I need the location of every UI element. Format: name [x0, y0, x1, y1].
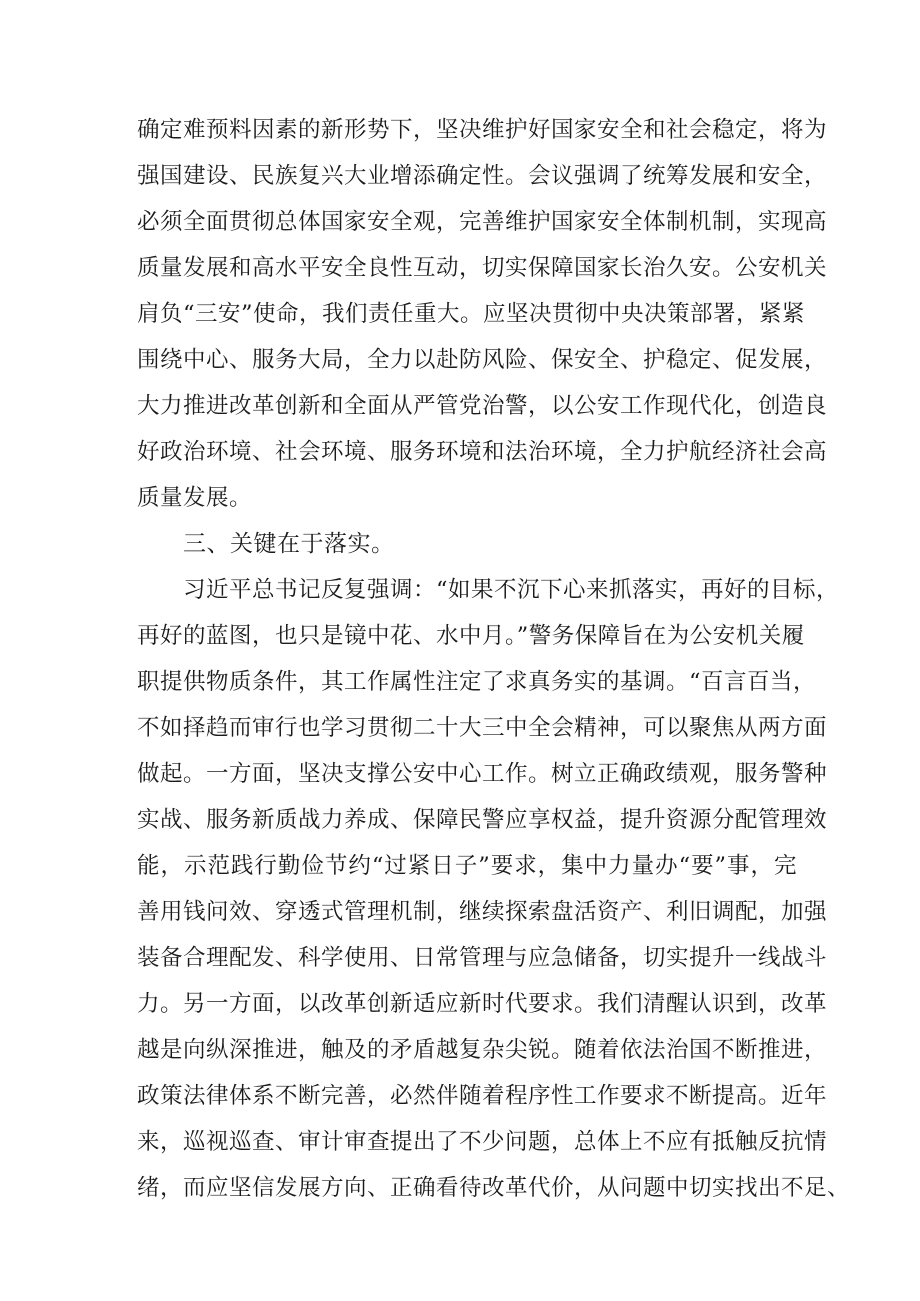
paragraph-2-line-3: 职提供物质条件，其工作属性注定了求真务实的基调。“百言百当，	[137, 669, 817, 695]
paragraph-2-line-6: 实战、服务新质战力养成、保障民警应享权益，提升资源分配管理效	[137, 807, 828, 833]
paragraph-2-line-11: 越是向纵深推进，触及的矛盾越复杂尖锐。随着依法治国不断推进，	[137, 1037, 828, 1063]
paragraph-1-line-8: 好政治环境、社会环境、服务环境和法治环境，全力护航经济社会高	[137, 439, 828, 465]
paragraph-2-line-14: 绪，而应坚信发展方向、正确看待改革代价，从问题中切实找出不足、	[137, 1175, 851, 1201]
paragraph-2-line-9: 装备合理配发、科学使用、日常管理与应急储备，切实提升一线战斗	[137, 945, 828, 971]
paragraph-2-line-13: 来，巡视巡查、审计审查提出了不少问题，总体上不应有抵触反抗情	[137, 1129, 828, 1155]
paragraph-1-line-2: 强国建设、民族复兴大业增添确定性。会议强调了统筹发展和安全，	[137, 163, 828, 189]
paragraph-2-line-10: 力。另一方面，以改革创新适应新时代要求。我们清醒认识到，改革	[137, 991, 828, 1017]
paragraph-1-line-5: 肩负“三安”使命，我们责任重大。应坚决贯彻中央决策部署，紧紧	[137, 301, 806, 327]
paragraph-2-line-7: 能，示范践行勤俭节约“过紧日子”要求，集中力量办“要”事，完	[137, 853, 797, 879]
paragraph-2-line-4: 不如择趋而审行也学习贯彻二十大三中全会精神，可以聚焦从两方面	[137, 715, 828, 741]
paragraph-1-line-6: 围绕中心、服务大局，全力以赴防风险、保安全、护稳定、促发展，	[137, 347, 828, 373]
paragraph-2-line-8: 善用钱问效、穿透式管理机制，继续探索盘活资产、利旧调配，加强	[137, 899, 828, 925]
paragraph-1-line-4: 质量发展和高水平安全良性互动，切实保障国家长治久安。公安机关	[137, 255, 828, 281]
section-heading-3: 三、关键在于落实。	[183, 531, 395, 557]
paragraph-1-line-3: 必须全面贯彻总体国家安全观，完善维护国家安全体制机制，实现高	[137, 209, 828, 235]
paragraph-1-line-1: 确定难预料因素的新形势下，坚决维护好国家安全和社会稳定，将为	[137, 117, 828, 143]
paragraph-1-line-9: 质量发展。	[137, 485, 253, 511]
paragraph-2-line-1: 习近平总书记反复强调：“如果不沉下心来抓落实，再好的目标，	[183, 577, 840, 603]
paragraph-1-line-7: 大力推进改革创新和全面从严管党治警，以公安工作现代化，创造良	[137, 393, 828, 419]
paragraph-2-line-12: 政策法律体系不断完善，必然伴随着程序性工作要求不断提高。近年	[137, 1083, 828, 1109]
paragraph-2-line-2: 再好的蓝图，也只是镜中花、水中月。”警务保障旨在为公安机关履	[137, 623, 805, 649]
paragraph-2-line-5: 做起。一方面，坚决支撑公安中心工作。树立正确政绩观，服务警种	[137, 761, 828, 787]
